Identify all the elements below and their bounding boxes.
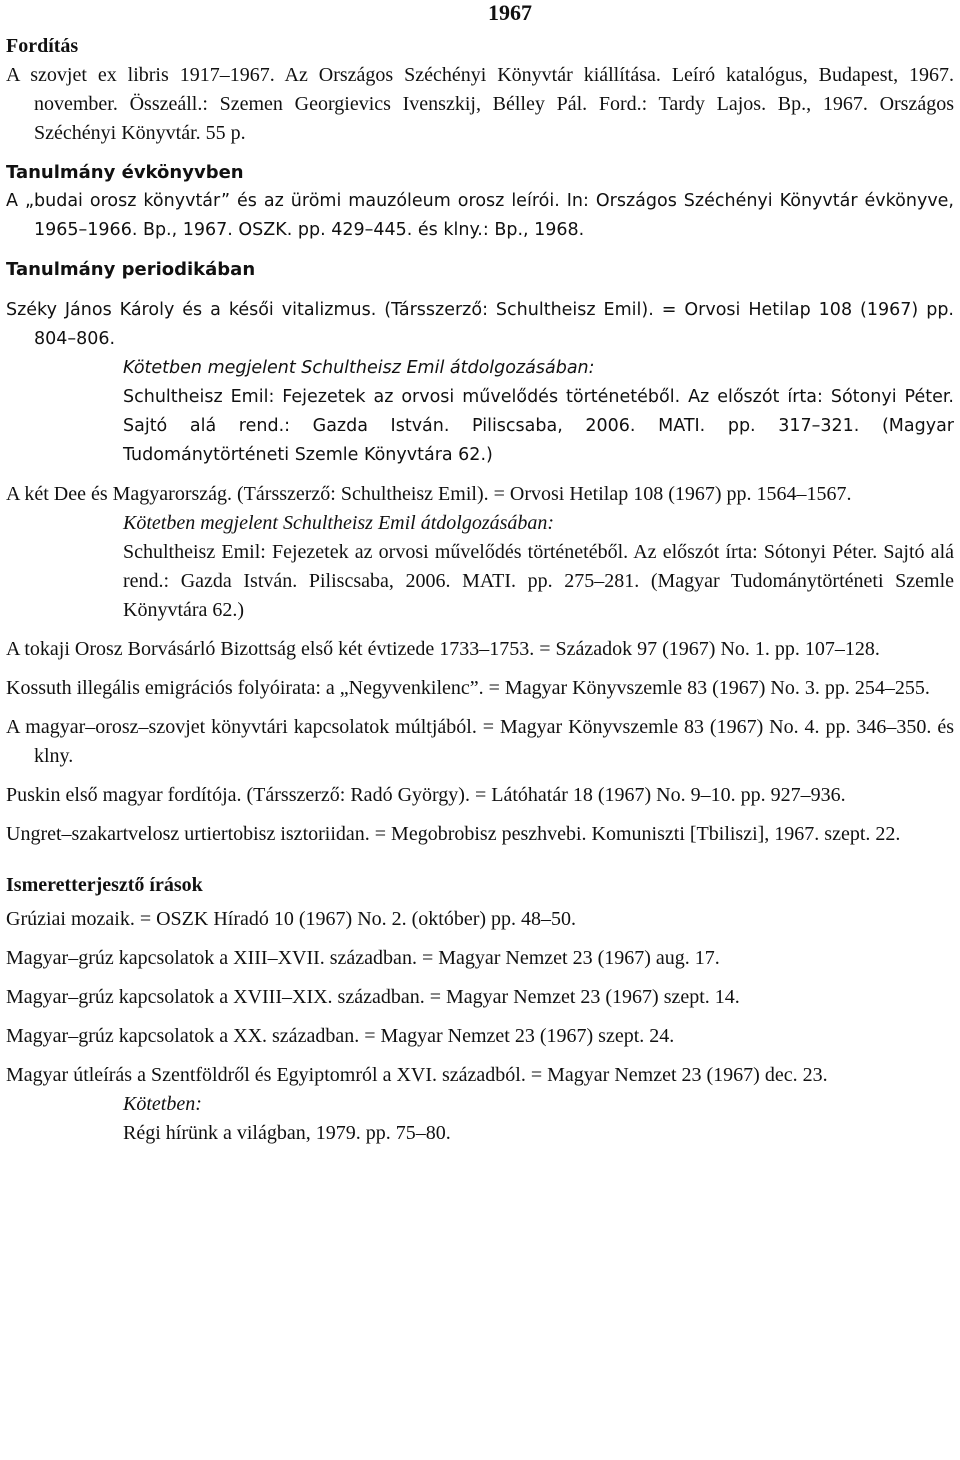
- volume-reference: Schultheisz Emil: Fejezetek az orvosi művelődés történetéből. Az előszót írta: Sótonyi Péter. Sajtó alá rend.: Gazda István. Piliscsaba, 2006. MATI. pp. 317–321. (Magyar Tudománytörténeti Szemle Könyvtára 62.): [123, 387, 954, 465]
- entry-evkonyv-1: A „budai orosz könyvtár” és az ürömi mauzóleum orosz leírói. In: Országos Széchényi Könyvtár évkönyve, 1965–1966. Bp., 1967. OSZK. pp. 429–445. és klny.: Bp., 1968.: [6, 191, 954, 240]
- document-page: [6, 0, 954, 1148]
- section-title-ismeretterjeszto: Ismeretterjesztő írások: [6, 874, 203, 896]
- volume-note: Kötetben megjelent Schultheisz Emil átdolgozásában:: [123, 512, 555, 534]
- entry-periodika-tokaji: A tokaji Orosz Borvásárló Bizottság első két évtizede 1733–1753. = Századok 97 (1967) No. 1. pp. 107–128.: [6, 638, 880, 660]
- entry-ismeret-2: Magyar–grúz kapcsolatok a XIII–XVII. században. = Magyar Nemzet 23 (1967) aug. 17.: [6, 947, 720, 969]
- section-title-forditas: Fordítás: [6, 35, 79, 57]
- volume-reference: Régi hírünk a világban, 1979. pp. 75–80.: [123, 1122, 451, 1144]
- volume-note: Kötetben megjelent Schultheisz Emil átdolgozásában:: [123, 358, 595, 378]
- entry-periodika-kossuth: Kossuth illegális emigrációs folyóirata: a „Negyvenkilenc”. = Magyar Könyvszemle 83 (1967) No. 3. pp. 254–255.: [6, 677, 930, 699]
- entry-ismeret-5: Magyar útleírás a Szentföldről és Egyiptomról a XVI. századból. = Magyar Nemzet 23 (1967) dec. 23.: [6, 1064, 828, 1086]
- entry-periodika-dee-volume: [6, 509, 954, 625]
- entry-periodika-dee: A két Dee és Magyarország. (Társszerző: Schultheisz Emil). = Orvosi Hetilap 108 (1967) pp. 1564–1567.: [6, 483, 852, 505]
- entry-periodika-ungret: Ungret–szakartvelosz urtiertobisz isztoriidan. = Megobrobisz peszhvebi. Komuniszti [Tbiliszi], 1967. szept. 22.: [6, 823, 901, 845]
- entry-ismeret-5-volume: [6, 1090, 954, 1148]
- entry-periodika-szeky: Széky János Károly és a késői vitalizmus. (Társszerző: Schultheisz Emil). = Orvosi Hetilap 108 (1967) pp. 804–806.: [6, 300, 954, 349]
- volume-note: Kötetben:: [123, 1093, 202, 1115]
- entry-ismeret-3: Magyar–grúz kapcsolatok a XVIII–XIX. században. = Magyar Nemzet 23 (1967) szept. 14.: [6, 986, 740, 1008]
- entry-forditas-1: A szovjet ex libris 1917–1967. Az Országos Széchényi Könyvtár kiállítása. Leíró katalógus, Budapest, 1967. november. Összeáll.: Szemen Georgievics Ivenszkij, Bélley Pál. Ford.: Tardy Lajos. Bp., 1967. Országos Széchényi Könyvtár. 55 p.: [6, 64, 954, 144]
- spacer: [6, 284, 954, 296]
- entry-ismeret-4: Magyar–grúz kapcsolatok a XX. században. = Magyar Nemzet 23 (1967) szept. 24.: [6, 1025, 675, 1047]
- section-title-evkonyv: Tanulmány évkönyvben: [6, 162, 244, 183]
- entry-periodika-puskin: Puskin első magyar fordítója. (Társszerző: Radó György). = Látóhatár 18 (1967) No. 9–10. pp. 927–936.: [6, 784, 846, 806]
- entry-ismeret-1: Grúziai mozaik. = OSZK Híradó 10 (1967) No. 2. (október) pp. 48–50.: [6, 908, 577, 930]
- page-year-heading: 1967: [488, 0, 532, 25]
- section-title-periodika: Tanulmány periodikában: [6, 259, 256, 280]
- entry-periodika-szeky-volume: [6, 354, 954, 470]
- volume-reference: Schultheisz Emil: Fejezetek az orvosi művelődés történetéből. Az előszót írta: Sótonyi Péter. Sajtó alá rend.: Gazda István. Piliscsaba, 2006. MATI. pp. 275–281. (Magyar Tudománytörténeti Szemle Könyvtára 62.): [123, 541, 954, 621]
- entry-periodika-kapcsolatok: A magyar–orosz–szovjet könyvtári kapcsolatok múltjából. = Magyar Könyvszemle 83 (1967) No. 4. pp. 346–350. és klny.: [6, 716, 954, 767]
